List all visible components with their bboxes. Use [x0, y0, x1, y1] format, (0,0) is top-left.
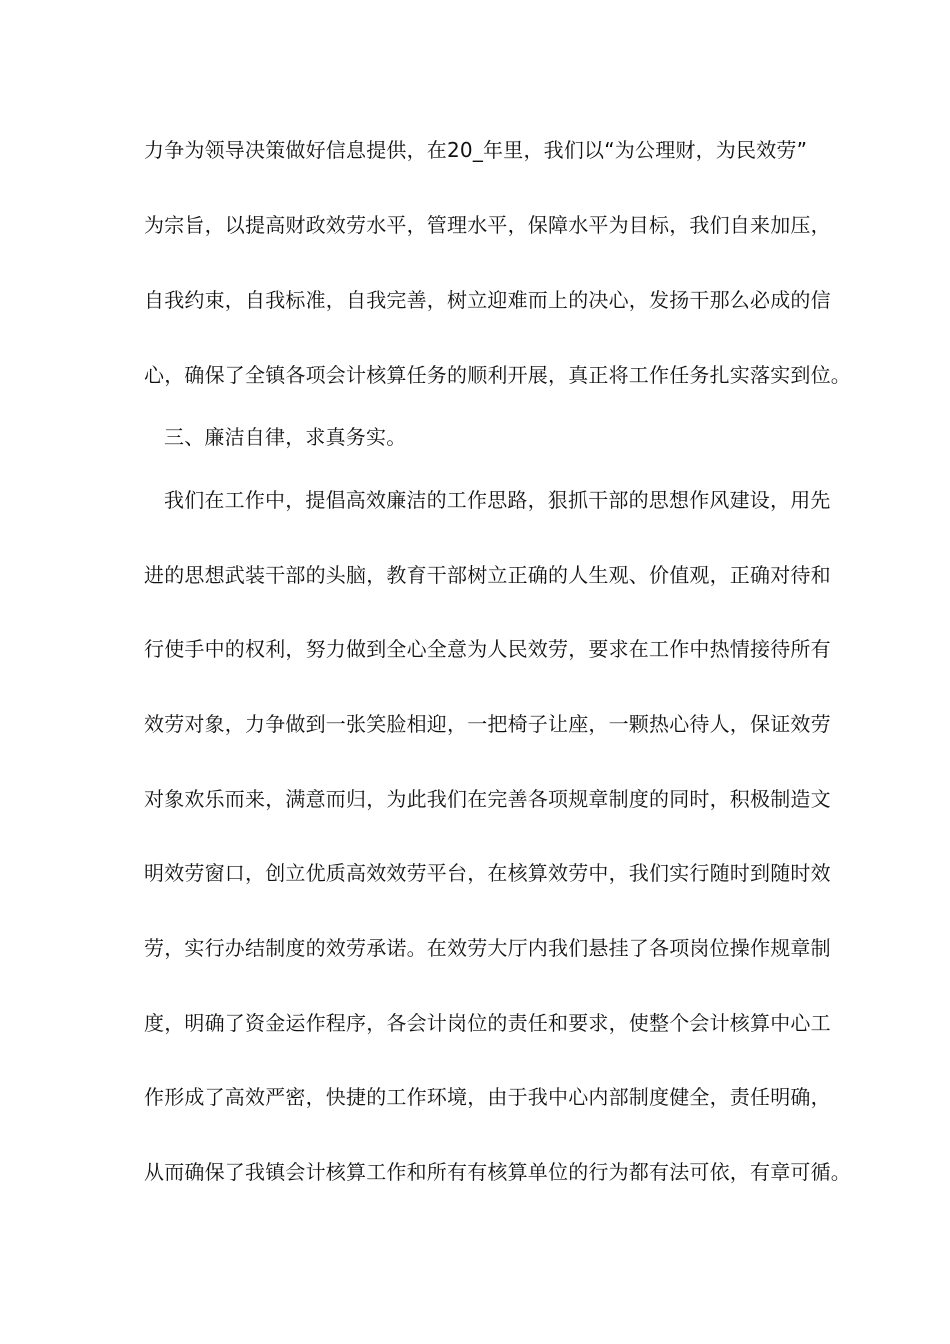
text-line: 度，明确了资金运作程序，各会计岗位的责任和要求，使整个会计核算中心工: [144, 1011, 831, 1035]
text-line: 力争为领导决策做好信息提供，在20_年里，我们以“为公理财，为民效劳”: [144, 138, 808, 162]
text-line: 为宗旨，以提高财政效劳水平，管理水平，保障水平为目标，我们自来加压，: [144, 213, 831, 237]
section-heading: 三、廉洁自律，求真务实。: [164, 425, 407, 449]
text-line: 我们在工作中，提倡高效廉洁的工作思路，狠抓干部的思想作风建设，用先: [164, 488, 831, 512]
text-line: 对象欢乐而来，满意而归，为此我们在完善各项规章制度的同时，积极制造文: [144, 787, 831, 811]
text-line: 心，确保了全镇各项会计核算任务的顺利开展，真正将工作任务扎实落实到位。: [144, 363, 851, 387]
text-line: 劳，实行办结制度的效劳承诺。在效劳大厅内我们悬挂了各项岗位操作规章制: [144, 936, 831, 960]
text-line: 进的思想武装干部的头脑，教育干部树立正确的人生观、价值观，正确对待和: [144, 563, 831, 587]
text-line: 明效劳窗口，创立优质高效效劳平台，在核算效劳中，我们实行随时到随时效: [144, 861, 831, 885]
text-line: 效劳对象，力争做到一张笑脸相迎，一把椅子让座，一颗热心待人，保证效劳: [144, 712, 831, 736]
text-line: 作形成了高效严密，快捷的工作环境，由于我中心内部制度健全，责任明确，: [144, 1085, 831, 1109]
text-line: 从而确保了我镇会计核算工作和所有有核算单位的行为都有法可依，有章可循。: [144, 1160, 851, 1184]
text-line: 行使手中的权利，努力做到全心全意为人民效劳，要求在工作中热情接待所有: [144, 637, 831, 661]
text-line: 自我约束，自我标准，自我完善，树立迎难而上的决心，发扬干那么必成的信: [144, 288, 831, 312]
